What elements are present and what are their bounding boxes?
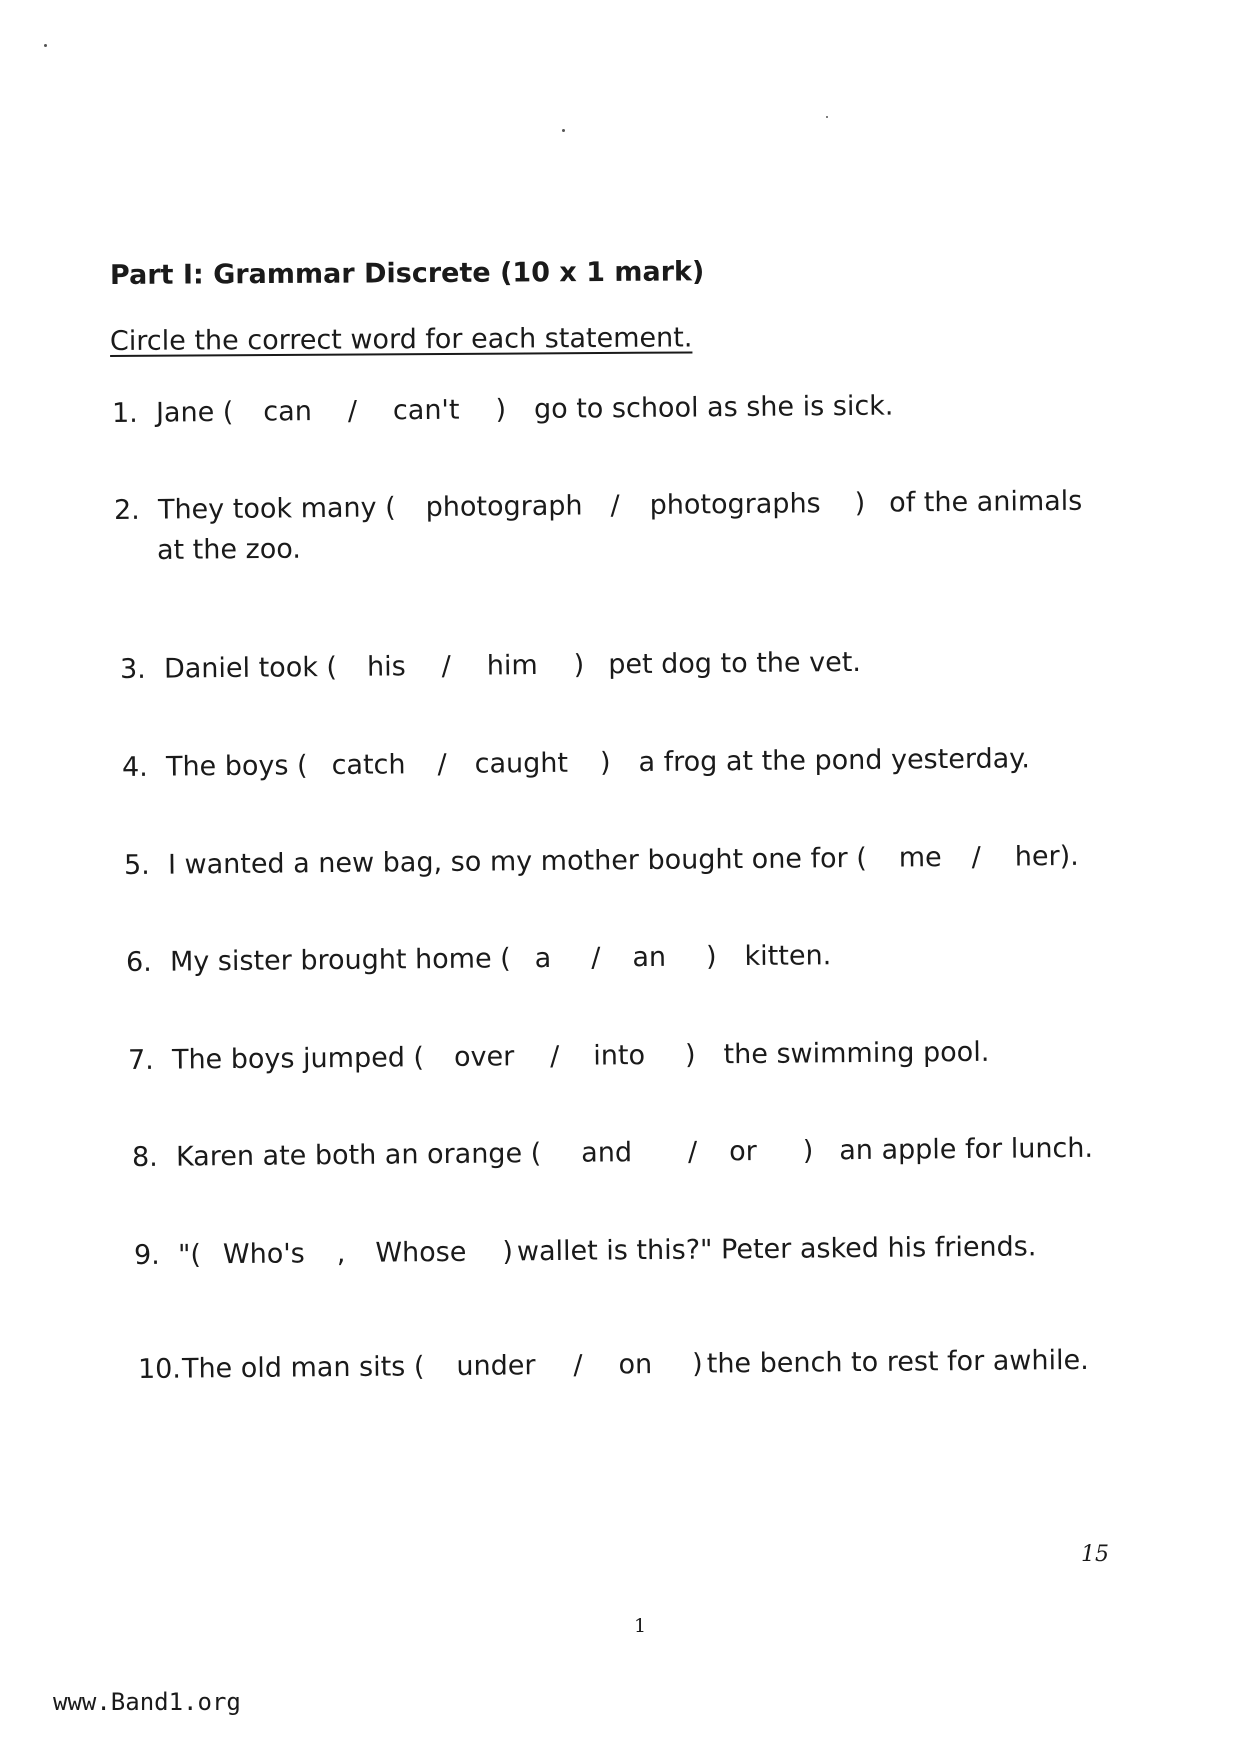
question-number: 2. [113,494,140,526]
question-text-after: a frog at the pond yesterday. [638,743,1031,779]
question-text-after: an apple for lunch. [839,1132,1094,1167]
answer-option-a[interactable]: catch [331,749,406,781]
section-heading: Part I: Grammar Discrete (10 x 1 mark) [109,256,705,291]
answer-option-a[interactable]: can [263,396,313,428]
question-number: 9. [133,1239,160,1271]
page-number: 1 [634,1615,647,1637]
question-text-before: The boys jumped ( [171,1042,425,1076]
footer-url: www.Band1.org [53,1688,241,1716]
question-number: 7. [127,1044,154,1076]
question-text-before: They took many ( [157,492,396,526]
question-2-continuation: at the zoo. [156,533,302,566]
question-10 [138,1345,1089,1385]
question-text-after: go to school as she is sick. [533,390,894,425]
question-number: 5. [123,849,150,881]
closing-bracket: ) [802,1135,814,1167]
closing-bracket: ) [705,941,717,973]
answer-option-a[interactable]: his [366,651,406,683]
answer-option-b[interactable]: photographs [649,488,821,521]
option-separator: , [336,1237,346,1270]
answer-option-b[interactable]: can't [392,394,460,427]
question-number: 6. [125,946,152,978]
option-separator: / [610,490,620,522]
question-number: 3. [119,653,146,685]
question-4 [122,743,1030,783]
answer-option-a[interactable]: photograph [425,490,583,524]
question-3 [120,647,861,685]
answer-option-b[interactable]: into [593,1040,646,1072]
question-9 [134,1231,1037,1271]
question-text-after: of the animals [889,485,1083,519]
closing-bracket: ) [573,649,585,681]
option-separator: / [971,841,981,873]
answer-option-b[interactable]: on [618,1349,653,1381]
question-text-before: Daniel took ( [163,651,338,685]
answer-option-a[interactable]: and [581,1137,633,1169]
question-number: 4. [121,751,148,783]
closing-bracket: ). [1059,840,1079,873]
question-1 [112,390,894,429]
question-text-after: wallet is this?" Peter asked his friends. [516,1231,1037,1268]
answer-option-a[interactable]: under [456,1350,536,1382]
option-separator: / [347,395,358,427]
closing-bracket: ) [495,394,507,426]
question-7 [128,1037,990,1076]
question-text-before: I wanted a new bag, so my mother bought one for ( [167,842,867,881]
scan-speck [44,44,47,47]
section-instruction: Circle the correct word for each statement. [109,322,693,357]
closing-bracket: ) [599,747,611,779]
question-text-after: pet dog to the vet. [608,646,862,681]
answer-option-b[interactable]: or [728,1136,757,1168]
question-text-before: The boys ( [165,750,308,783]
answer-option-a[interactable]: over [453,1041,515,1073]
scan-speck [562,129,565,132]
question-5 [124,841,1079,881]
answer-option-b[interactable]: her [1014,841,1060,873]
question-number: 10. [137,1353,182,1385]
handwritten-score-mark: 15 [1081,1542,1109,1567]
option-separator: / [591,942,601,974]
question-text-before: Jane ( [155,396,234,429]
question-2 [114,486,1083,526]
question-text-before: "( [177,1239,202,1271]
question-text-after: the bench to rest for awhile. [706,1344,1089,1380]
question-text-after: the swimming pool. [723,1036,990,1071]
closing-bracket: ) [502,1236,514,1268]
question-6 [126,940,831,978]
answer-option-a[interactable]: a [534,942,552,975]
answer-option-a[interactable]: me [898,842,942,874]
option-separator: / [687,1136,698,1168]
answer-option-b[interactable]: Whose [375,1236,467,1269]
option-separator: / [437,748,447,780]
closing-bracket: ) [692,1348,703,1380]
answer-option-b[interactable]: him [486,649,538,682]
answer-option-b[interactable]: an [632,941,667,974]
question-8 [132,1133,1093,1173]
option-separator: / [550,1040,560,1072]
answer-option-a[interactable]: Who's [222,1238,305,1271]
closing-bracket: ) [684,1039,696,1071]
question-number: 8. [131,1141,158,1173]
option-separator: / [573,1349,583,1381]
option-separator: / [441,650,451,682]
scan-speck [826,116,828,118]
question-text-before: Karen ate both an orange ( [175,1138,542,1173]
question-text-before: The old man sits ( [181,1351,425,1385]
answer-option-b[interactable]: caught [474,747,569,780]
question-text-before: My sister brought home ( [169,943,511,978]
closing-bracket: ) [854,487,866,519]
question-number: 1. [111,397,138,429]
question-text-after: kitten. [744,940,832,973]
